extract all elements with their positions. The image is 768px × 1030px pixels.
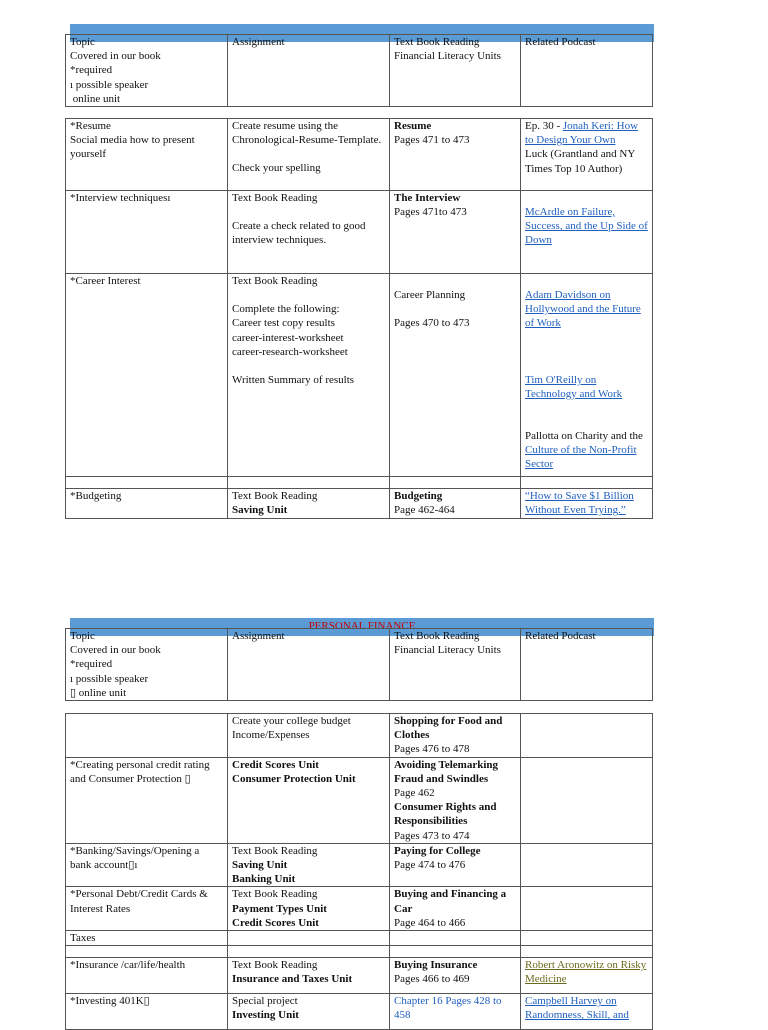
reading-pages: Pages 466 to 469 <box>394 973 470 986</box>
topic-text: *Career Interest <box>70 275 141 287</box>
assignment-text: Career test copy results <box>232 317 335 330</box>
header-topic-line: *required <box>70 64 113 77</box>
assignment-text: Text Book Reading <box>232 275 318 287</box>
reading-cell <box>390 887 521 931</box>
reading-cell <box>390 843 521 887</box>
topic-text: *Investing 401K▯ <box>70 995 150 1008</box>
assignment-text: Create a check related to good interview techniques. <box>232 220 366 247</box>
header-podcast-cell <box>521 629 653 701</box>
podcast-link[interactable]: Culture of the Non-Profit Sector <box>525 444 637 471</box>
assignment-unit: Saving Unit <box>232 859 288 872</box>
podcast-cell <box>521 958 653 994</box>
topic-cell <box>66 757 228 843</box>
table-row <box>66 994 653 1030</box>
podcast-cell <box>521 714 653 758</box>
podcast-link[interactable]: Adam Davidson on Hollywood and the Future of Work <box>525 289 641 330</box>
topic-cell <box>66 887 228 931</box>
topic-cell <box>66 274 228 477</box>
reading-title: Avoiding Telemarking Fraud and Swindles <box>394 758 499 785</box>
topic-text: Social media how to present yourself <box>70 134 195 161</box>
podcast-link[interactable]: McArdle on Failure, Success, and the Up Side of Down <box>525 206 648 247</box>
reading-title: Buying and Financing a Car <box>394 888 507 915</box>
header-topic-cell <box>66 35 228 107</box>
table-row <box>66 931 653 946</box>
assignment-cell <box>228 191 390 274</box>
table-row <box>66 887 653 931</box>
assignment-text: Text Book Reading <box>232 490 318 502</box>
assignment-cell <box>228 714 390 758</box>
topic-cell <box>66 931 228 946</box>
podcast-link[interactable]: “How to Save $1 Billion Without Even Trying.” <box>525 490 634 517</box>
header-reading-line: Financial Literacy Units <box>394 50 501 63</box>
assignment-unit: Credit Scores Unit <box>232 758 319 771</box>
assignment-text: Text Book Reading <box>232 959 318 972</box>
podcast-cell <box>521 489 653 519</box>
podcast-cell <box>521 119 653 191</box>
assignment-text: Text Book Reading <box>232 192 318 204</box>
table-row <box>66 274 653 477</box>
table-row <box>66 757 653 843</box>
reading-pages: Page 462-464 <box>394 504 455 517</box>
reading-title: Paying for College <box>394 844 481 857</box>
assignment-cell <box>228 274 390 477</box>
career-table <box>65 118 653 519</box>
table-row <box>66 191 653 274</box>
podcast-cell <box>521 843 653 887</box>
topic-cell <box>66 994 228 1030</box>
reading-pages: Pages 471to 473 <box>394 206 467 219</box>
table-row <box>66 843 653 887</box>
topic-text: Taxes <box>70 932 96 945</box>
reading-cell <box>390 994 521 1030</box>
personal-finance-table <box>65 713 653 1030</box>
header-reading-cell <box>390 35 521 107</box>
reading-title: The Interview <box>394 192 461 204</box>
table-row <box>66 958 653 994</box>
podcast-cell <box>521 757 653 843</box>
reading-title: Shopping for Food and Clothes <box>394 715 503 742</box>
header-topic-line: online unit <box>70 92 121 105</box>
reading-cell <box>390 958 521 994</box>
assignment-cell <box>228 489 390 519</box>
topic-cell <box>66 714 228 758</box>
assignment-text: Complete the following: <box>232 303 340 316</box>
header-assignment-cell <box>228 35 390 107</box>
podcast-cell <box>521 887 653 931</box>
assignment-text: Text Book Reading <box>232 888 318 901</box>
topic-cell <box>66 191 228 274</box>
reading-cell <box>390 191 521 274</box>
reading-pages: Page 462 <box>394 787 435 800</box>
header-topic-line: *required <box>70 658 113 671</box>
assignment-cell <box>228 887 390 931</box>
header-topic-line: Covered in our book <box>70 644 161 657</box>
header-topic-cell <box>66 629 228 701</box>
reading-cell <box>390 757 521 843</box>
assignment-text: Special project <box>232 995 298 1008</box>
assignment-text: career-interest-worksheet <box>232 331 344 344</box>
reading-title: Resume <box>394 120 432 132</box>
reading-pages: Pages 471 to 473 <box>394 134 470 147</box>
topic-text: *Interview techniquesı <box>70 192 171 204</box>
reading-pages: Chapter 16 Pages 428 to 458 <box>394 995 502 1022</box>
header-reading-line: Financial Literacy Units <box>394 644 501 657</box>
topic-cell <box>66 489 228 519</box>
header-topic-line: ▯ online unit <box>70 686 127 699</box>
reading-pages: Page 474 to 476 <box>394 859 466 872</box>
reading-pages: Pages 476 to 478 <box>394 743 470 756</box>
topic-text: *Resume <box>70 120 111 132</box>
reading-cell <box>390 274 521 477</box>
reading-cell <box>390 489 521 519</box>
header-topic: Topic <box>70 630 95 642</box>
topic-text: *Insurance /car/life/health <box>70 959 186 972</box>
podcast-cell <box>521 274 653 477</box>
header-topic-line: ı possible speaker <box>70 78 149 91</box>
topic-text: *Creating personal credit rating and Consumer Protection ▯ <box>70 758 210 785</box>
assignment-unit: Insurance and Taxes Unit <box>232 973 353 986</box>
assignment-text: Check your spelling <box>232 162 321 175</box>
assignment-unit: Consumer Protection Unit <box>232 772 356 785</box>
assignment-text: Text Book Reading <box>232 844 318 857</box>
header-assignment: Assignment <box>232 630 285 642</box>
reading-cell <box>390 119 521 191</box>
reading-pages: Pages 470 to 473 <box>394 317 470 330</box>
reading-title: Consumer Rights and Responsibilities <box>394 801 497 828</box>
table-row-empty <box>66 477 653 489</box>
reading-pages: Page 464 to 466 <box>394 916 466 929</box>
reading-title: Buying Insurance <box>394 959 478 972</box>
topic-text: *Banking/Savings/Opening a bank account▯ı <box>70 844 200 872</box>
assignment-unit: Investing Unit <box>232 1009 299 1022</box>
podcast-link[interactable]: Jonah Keri: How to Design Your Own <box>525 120 639 147</box>
section-title: PERSONAL FINANCE <box>308 620 416 632</box>
header-reading-cell <box>390 629 521 701</box>
podcast-cell <box>521 191 653 274</box>
assignment-cell <box>228 958 390 994</box>
reading-title: Career Planning <box>394 289 466 301</box>
assignment-text: career-research-worksheet <box>232 345 348 358</box>
table-row <box>66 714 653 758</box>
assignment-cell <box>228 994 390 1030</box>
topic-cell <box>66 843 228 887</box>
reading-title: Budgeting <box>394 490 443 502</box>
assignment-unit: Saving Unit <box>232 504 288 517</box>
assignment-text: Create your college budget Income/Expenses <box>232 715 351 742</box>
header-table-2 <box>65 628 653 701</box>
reading-pages: Pages 473 to 474 <box>394 829 470 842</box>
topic-text: *Budgeting <box>70 490 122 502</box>
reading-cell <box>390 714 521 758</box>
header-assignment: Assignment <box>232 36 285 48</box>
assignment-cell <box>228 119 390 191</box>
topic-cell <box>66 119 228 191</box>
assignment-unit: Credit Scores Unit <box>232 916 319 929</box>
assignment-cell <box>228 843 390 887</box>
assignment-text: Create resume using the Chronological-Resume-Template. <box>232 120 382 147</box>
header-topic-line: ı possible speaker <box>70 672 149 685</box>
topic-text: *Personal Debt/Credit Cards & Interest Rates <box>70 888 208 915</box>
podcast-cell <box>521 994 653 1030</box>
podcast-link[interactable]: Tim O'Reilly on Technology and Work <box>525 373 623 400</box>
header-topic-line: Covered in our book <box>70 50 161 63</box>
podcast-link[interactable]: Robert Aronowitz on Risky Medicine <box>525 959 647 986</box>
podcast-link[interactable]: Campbell Harvey on Randomness, Skill, and <box>525 995 629 1022</box>
assignment-unit: Banking Unit <box>232 873 296 886</box>
header-assignment-cell <box>228 629 390 701</box>
header-topic: Topic <box>70 36 95 48</box>
podcast-text: Luck (Grantland and NY Times Top 10 Author) <box>525 148 635 175</box>
header-reading: Text Book Reading <box>394 630 480 642</box>
podcast-prefix: Ep. 30 - <box>525 120 563 132</box>
assignment-text: Written Summary of results <box>232 374 355 387</box>
topic-cell <box>66 958 228 994</box>
table-row-empty <box>66 946 653 958</box>
table-row <box>66 489 653 519</box>
header-reading: Text Book Reading <box>394 36 480 48</box>
table-row <box>66 119 653 191</box>
assignment-unit: Payment Types Unit <box>232 902 327 915</box>
header-podcast: Related Podcast <box>525 630 596 642</box>
header-podcast-cell <box>521 35 653 107</box>
header-table-1 <box>65 34 653 107</box>
assignment-cell <box>228 757 390 843</box>
header-podcast: Related Podcast <box>525 36 596 48</box>
podcast-text: Pallotta on Charity and the <box>525 430 643 443</box>
